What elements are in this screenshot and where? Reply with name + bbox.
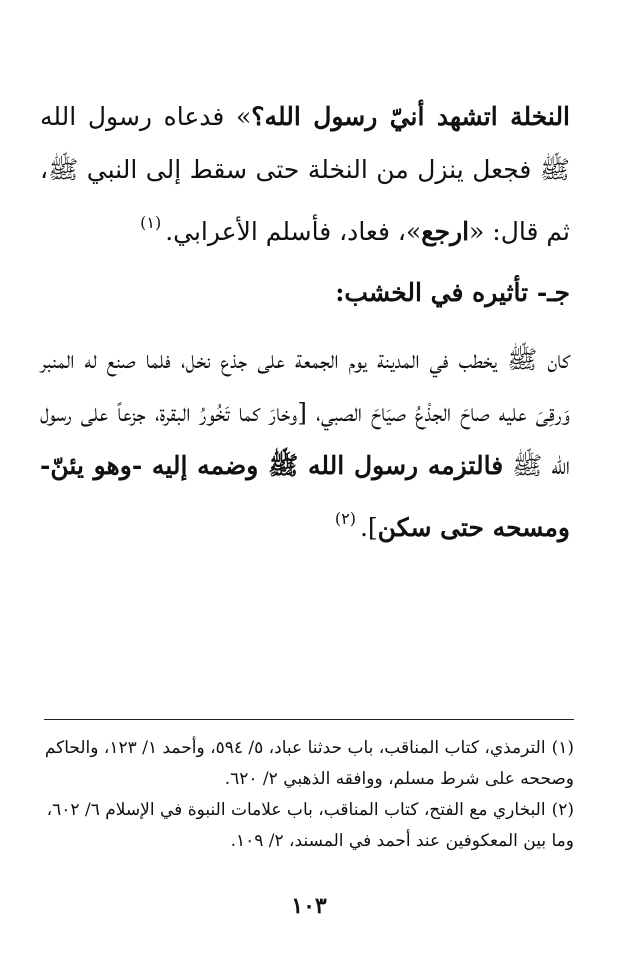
paragraph-2-bold-text: فالتزمه رسول الله ﷺ وضمه إليه -وهو يئنّ- ومسحه حتى سكن xyxy=(40,451,570,542)
paragraph-1-bold-word: ارجع xyxy=(421,217,470,246)
section-heading: جـ- تأثيره في الخشب: xyxy=(335,278,570,307)
main-text xyxy=(40,90,570,554)
paragraph-2 xyxy=(40,333,570,554)
footnote-marker-2: (٢) xyxy=(334,509,356,528)
footnote-1-text: الترمذي، كتاب المناقب، باب حدثنا عباد، ٥/ ٥٩٤، وأحمد ١/ ١٢٣، والحاكم وصححه على شرط مسلم، ووافقه الذهبي ٢/ ٦٢٠. xyxy=(44,738,574,789)
page-number: ١٠٣ xyxy=(291,893,327,919)
footnote-1 xyxy=(44,733,574,795)
paragraph-2-text-end: ]. xyxy=(359,513,378,542)
footnote-2-text: البخاري مع الفتح، كتاب المناقب، باب علامات النبوة في الإسلام ٦/ ٦٠٢، وما بين المعكوفين عند أحمد في المسند، ٢/ ١٠٩. xyxy=(46,800,574,851)
footnote-2 xyxy=(44,795,574,857)
paragraph-1-bold-start: النخلة اتشهد أنيّ رسول الله؟ xyxy=(251,102,571,131)
paragraph-2-text: كان ﷺ يخطب في المدينة يوم الجمعة على جذع نخل، فلما صنع له المنبر وَرقِىَ عليه صاحَ الجذْعُ صيَاحَ الصبي، [وخارَ كما تَخُورُ البقرة، جزعاً على رسول الله ﷺ xyxy=(40,345,570,480)
footnote-1-number: (١) xyxy=(551,738,574,758)
paragraph-1-text: » فدعاه رسول الله ﷺ فجعل ينزل من النخلة حتى سقط إلى النبي ﷺ، ثم قال: « xyxy=(40,102,570,246)
paragraph-1-text-end: »، فعاد، فأسلم الأعرابي. xyxy=(165,217,422,246)
paragraph-1 xyxy=(40,90,570,258)
footnote-2-number: (٢) xyxy=(551,800,574,820)
footnote-divider xyxy=(44,719,574,720)
footnotes xyxy=(44,733,574,857)
footnote-marker-1: (١) xyxy=(140,213,162,232)
